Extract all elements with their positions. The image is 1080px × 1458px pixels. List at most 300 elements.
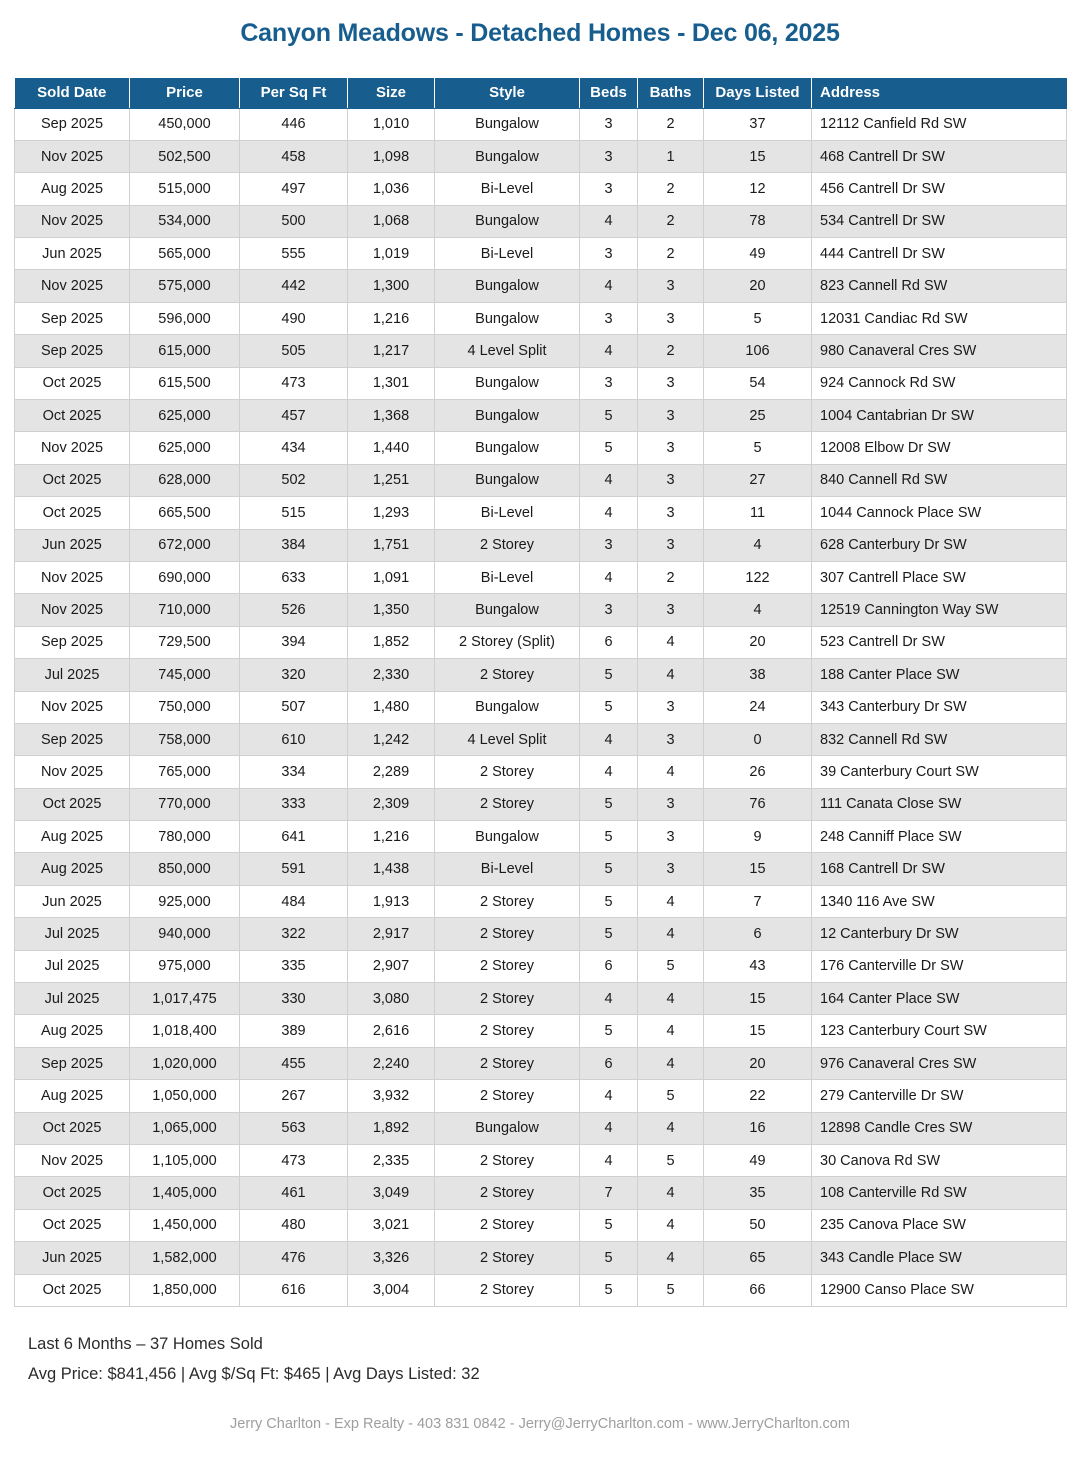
cell-baths: 3 (638, 464, 704, 496)
cell-per-sq-ft: 267 (240, 1080, 348, 1112)
cell-address: 39 Canterbury Court SW (812, 756, 1067, 788)
table-row[interactable] (15, 1080, 1067, 1112)
table-row[interactable] (15, 1112, 1067, 1144)
cell-per-sq-ft: 442 (240, 270, 348, 302)
cell-days-listed: 7 (704, 885, 812, 917)
cell-per-sq-ft: 335 (240, 950, 348, 982)
cell-address: 279 Canterville Dr SW (812, 1080, 1067, 1112)
cell-size: 1,242 (348, 723, 435, 755)
cell-price: 745,000 (130, 659, 240, 691)
table-row[interactable] (15, 1242, 1067, 1274)
cell-days-listed: 25 (704, 400, 812, 432)
cell-price: 450,000 (130, 108, 240, 140)
cell-address: 534 Cantrell Dr SW (812, 205, 1067, 237)
cell-per-sq-ft: 389 (240, 1015, 348, 1047)
cell-price: 770,000 (130, 788, 240, 820)
cell-price: 1,020,000 (130, 1047, 240, 1079)
cell-address: 924 Cannock Rd SW (812, 367, 1067, 399)
cell-address: 111 Canata Close SW (812, 788, 1067, 820)
sales-table (14, 78, 1067, 1307)
column-header-sold-date[interactable]: Sold Date (15, 78, 130, 108)
cell-days-listed: 26 (704, 756, 812, 788)
cell-days-listed: 15 (704, 853, 812, 885)
column-header-style[interactable]: Style (435, 78, 580, 108)
cell-days-listed: 5 (704, 432, 812, 464)
cell-address: 823 Cannell Rd SW (812, 270, 1067, 302)
cell-days-listed: 11 (704, 497, 812, 529)
cell-beds: 4 (580, 1112, 638, 1144)
cell-style: 2 Storey (435, 756, 580, 788)
cell-style: Bungalow (435, 140, 580, 172)
table-row[interactable] (15, 659, 1067, 691)
cell-beds: 6 (580, 626, 638, 658)
cell-size: 2,289 (348, 756, 435, 788)
cell-address: 1340 116 Ave SW (812, 885, 1067, 917)
cell-price: 515,000 (130, 173, 240, 205)
cell-beds: 4 (580, 561, 638, 593)
table-row[interactable] (15, 464, 1067, 496)
column-header-baths[interactable]: Baths (638, 78, 704, 108)
cell-days-listed: 37 (704, 108, 812, 140)
cell-days-listed: 38 (704, 659, 812, 691)
column-header-beds[interactable]: Beds (580, 78, 638, 108)
cell-sold-date: Nov 2025 (15, 756, 130, 788)
table-row[interactable] (15, 1015, 1067, 1047)
cell-style: Bungalow (435, 205, 580, 237)
cell-size: 1,068 (348, 205, 435, 237)
cell-size: 3,080 (348, 983, 435, 1015)
table-row[interactable] (15, 205, 1067, 237)
cell-days-listed: 49 (704, 238, 812, 270)
cell-style: Bungalow (435, 594, 580, 626)
cell-per-sq-ft: 610 (240, 723, 348, 755)
cell-per-sq-ft: 320 (240, 659, 348, 691)
column-header-size[interactable]: Size (348, 78, 435, 108)
cell-baths: 2 (638, 238, 704, 270)
cell-style: 4 Level Split (435, 723, 580, 755)
cell-sold-date: Jun 2025 (15, 529, 130, 561)
cell-price: 1,850,000 (130, 1274, 240, 1306)
cell-baths: 3 (638, 529, 704, 561)
cell-days-listed: 24 (704, 691, 812, 723)
cell-beds: 5 (580, 400, 638, 432)
cell-address: 343 Candle Place SW (812, 1242, 1067, 1274)
cell-baths: 5 (638, 1080, 704, 1112)
summary-homes-sold: Last 6 Months – 37 Homes Sold (28, 1334, 263, 1353)
cell-baths: 3 (638, 367, 704, 399)
cell-style: Bungalow (435, 464, 580, 496)
cell-sold-date: Sep 2025 (15, 1047, 130, 1079)
cell-baths: 4 (638, 1177, 704, 1209)
cell-address: 840 Cannell Rd SW (812, 464, 1067, 496)
cell-address: 30 Canova Rd SW (812, 1145, 1067, 1177)
cell-per-sq-ft: 461 (240, 1177, 348, 1209)
cell-style: 2 Storey (435, 1242, 580, 1274)
table-row[interactable] (15, 400, 1067, 432)
cell-baths: 3 (638, 691, 704, 723)
table-row[interactable] (15, 270, 1067, 302)
cell-days-listed: 4 (704, 594, 812, 626)
cell-beds: 4 (580, 1080, 638, 1112)
cell-sold-date: Oct 2025 (15, 400, 130, 432)
cell-sold-date: Oct 2025 (15, 1209, 130, 1241)
cell-per-sq-ft: 480 (240, 1209, 348, 1241)
cell-price: 1,050,000 (130, 1080, 240, 1112)
cell-per-sq-ft: 330 (240, 983, 348, 1015)
table-row[interactable] (15, 626, 1067, 658)
cell-style: 2 Storey (435, 1145, 580, 1177)
cell-style: 2 Storey (435, 529, 580, 561)
cell-address: 343 Canterbury Dr SW (812, 691, 1067, 723)
cell-price: 690,000 (130, 561, 240, 593)
cell-sold-date: Jun 2025 (15, 1242, 130, 1274)
cell-price: 750,000 (130, 691, 240, 723)
table-row[interactable] (15, 1177, 1067, 1209)
table-row[interactable] (15, 756, 1067, 788)
table-row[interactable] (15, 691, 1067, 723)
cell-size: 1,300 (348, 270, 435, 302)
cell-style: Bungalow (435, 367, 580, 399)
table-row[interactable] (15, 561, 1067, 593)
cell-size: 2,335 (348, 1145, 435, 1177)
cell-sold-date: Sep 2025 (15, 108, 130, 140)
cell-price: 765,000 (130, 756, 240, 788)
cell-size: 2,907 (348, 950, 435, 982)
cell-beds: 5 (580, 1209, 638, 1241)
cell-address: 188 Canter Place SW (812, 659, 1067, 691)
table-row[interactable] (15, 1209, 1067, 1241)
column-header-per-sq-ft[interactable]: Per Sq Ft (240, 78, 348, 108)
cell-sold-date: Aug 2025 (15, 821, 130, 853)
cell-size: 1,368 (348, 400, 435, 432)
cell-per-sq-ft: 633 (240, 561, 348, 593)
cell-style: Bungalow (435, 691, 580, 723)
cell-per-sq-ft: 446 (240, 108, 348, 140)
cell-price: 758,000 (130, 723, 240, 755)
cell-address: 176 Canterville Dr SW (812, 950, 1067, 982)
table-row[interactable] (15, 529, 1067, 561)
cell-sold-date: Nov 2025 (15, 691, 130, 723)
cell-beds: 3 (580, 367, 638, 399)
cell-baths: 3 (638, 432, 704, 464)
cell-beds: 5 (580, 853, 638, 885)
cell-per-sq-ft: 322 (240, 918, 348, 950)
cell-sold-date: Aug 2025 (15, 173, 130, 205)
table-row[interactable] (15, 821, 1067, 853)
cell-days-listed: 122 (704, 561, 812, 593)
table-row[interactable] (15, 367, 1067, 399)
cell-per-sq-ft: 591 (240, 853, 348, 885)
table-row[interactable] (15, 1047, 1067, 1079)
agent-credit: Jerry Charlton - Exp Realty - 403 831 0842 - Jerry@JerryCharlton.com - www.JerryCharlton.com (230, 1416, 850, 1432)
table-row[interactable] (15, 302, 1067, 334)
cell-price: 1,450,000 (130, 1209, 240, 1241)
cell-beds: 5 (580, 885, 638, 917)
cell-sold-date: Nov 2025 (15, 561, 130, 593)
cell-style: 2 Storey (435, 788, 580, 820)
cell-baths: 4 (638, 1047, 704, 1079)
cell-style: Bungalow (435, 1112, 580, 1144)
cell-beds: 3 (580, 173, 638, 205)
cell-style: 2 Storey (435, 1177, 580, 1209)
cell-beds: 5 (580, 432, 638, 464)
cell-per-sq-ft: 563 (240, 1112, 348, 1144)
cell-size: 1,480 (348, 691, 435, 723)
cell-per-sq-ft: 457 (240, 400, 348, 432)
cell-size: 1,350 (348, 594, 435, 626)
table-row[interactable] (15, 1145, 1067, 1177)
table-row[interactable] (15, 853, 1067, 885)
cell-price: 625,000 (130, 432, 240, 464)
table-row[interactable] (15, 788, 1067, 820)
cell-beds: 3 (580, 302, 638, 334)
cell-baths: 5 (638, 950, 704, 982)
cell-style: Bungalow (435, 302, 580, 334)
cell-size: 1,217 (348, 335, 435, 367)
cell-sold-date: Oct 2025 (15, 788, 130, 820)
cell-per-sq-ft: 515 (240, 497, 348, 529)
cell-beds: 3 (580, 140, 638, 172)
cell-address: 980 Canaveral Cres SW (812, 335, 1067, 367)
table-row[interactable] (15, 918, 1067, 950)
cell-beds: 5 (580, 918, 638, 950)
cell-price: 710,000 (130, 594, 240, 626)
page-title: Canyon Meadows - Detached Homes - Dec 06, 2025 (240, 19, 840, 47)
cell-price: 729,500 (130, 626, 240, 658)
cell-days-listed: 15 (704, 1015, 812, 1047)
cell-address: 12519 Cannington Way SW (812, 594, 1067, 626)
cell-sold-date: Sep 2025 (15, 626, 130, 658)
cell-beds: 4 (580, 756, 638, 788)
cell-baths: 3 (638, 594, 704, 626)
cell-days-listed: 0 (704, 723, 812, 755)
cell-per-sq-ft: 507 (240, 691, 348, 723)
cell-baths: 4 (638, 659, 704, 691)
cell-days-listed: 15 (704, 983, 812, 1015)
cell-per-sq-ft: 497 (240, 173, 348, 205)
cell-per-sq-ft: 333 (240, 788, 348, 820)
cell-size: 2,917 (348, 918, 435, 950)
cell-price: 628,000 (130, 464, 240, 496)
cell-sold-date: Jul 2025 (15, 918, 130, 950)
table-row[interactable] (15, 1274, 1067, 1306)
column-header-address[interactable]: Address (812, 78, 1067, 108)
cell-sold-date: Nov 2025 (15, 1145, 130, 1177)
cell-baths: 3 (638, 853, 704, 885)
cell-size: 1,440 (348, 432, 435, 464)
summary-block (28, 1329, 1080, 1389)
cell-beds: 5 (580, 659, 638, 691)
cell-style: 2 Storey (435, 885, 580, 917)
cell-per-sq-ft: 334 (240, 756, 348, 788)
cell-address: 12900 Canso Place SW (812, 1274, 1067, 1306)
cell-price: 615,000 (130, 335, 240, 367)
cell-beds: 5 (580, 1274, 638, 1306)
cell-address: 628 Canterbury Dr SW (812, 529, 1067, 561)
cell-price: 596,000 (130, 302, 240, 334)
cell-price: 1,105,000 (130, 1145, 240, 1177)
cell-baths: 5 (638, 1274, 704, 1306)
cell-days-listed: 54 (704, 367, 812, 399)
table-header (15, 78, 1067, 108)
cell-days-listed: 65 (704, 1242, 812, 1274)
cell-size: 2,330 (348, 659, 435, 691)
cell-beds: 4 (580, 1145, 638, 1177)
column-header-days-listed[interactable]: Days Listed (704, 78, 812, 108)
cell-days-listed: 43 (704, 950, 812, 982)
cell-days-listed: 20 (704, 1047, 812, 1079)
cell-price: 665,500 (130, 497, 240, 529)
cell-price: 780,000 (130, 821, 240, 853)
column-header-price[interactable]: Price (130, 78, 240, 108)
cell-address: 12031 Candiac Rd SW (812, 302, 1067, 334)
cell-baths: 4 (638, 1242, 704, 1274)
cell-baths: 3 (638, 821, 704, 853)
cell-sold-date: Aug 2025 (15, 1080, 130, 1112)
cell-baths: 2 (638, 205, 704, 237)
cell-style: 2 Storey (435, 1047, 580, 1079)
cell-address: 164 Canter Place SW (812, 983, 1067, 1015)
cell-price: 940,000 (130, 918, 240, 950)
cell-baths: 4 (638, 1209, 704, 1241)
cell-address: 523 Cantrell Dr SW (812, 626, 1067, 658)
cell-days-listed: 66 (704, 1274, 812, 1306)
cell-baths: 1 (638, 140, 704, 172)
cell-sold-date: Nov 2025 (15, 594, 130, 626)
cell-price: 565,000 (130, 238, 240, 270)
cell-days-listed: 16 (704, 1112, 812, 1144)
cell-days-listed: 5 (704, 302, 812, 334)
cell-size: 3,004 (348, 1274, 435, 1306)
cell-size: 1,098 (348, 140, 435, 172)
cell-style: Bungalow (435, 270, 580, 302)
cell-beds: 3 (580, 238, 638, 270)
cell-baths: 5 (638, 1145, 704, 1177)
summary-averages: Avg Price: $841,456 | Avg $/Sq Ft: $465 | Avg Days Listed: 32 (28, 1364, 480, 1383)
cell-beds: 4 (580, 335, 638, 367)
cell-sold-date: Aug 2025 (15, 1015, 130, 1047)
cell-size: 3,932 (348, 1080, 435, 1112)
cell-style: Bi-Level (435, 173, 580, 205)
cell-style: Bungalow (435, 108, 580, 140)
cell-baths: 2 (638, 561, 704, 593)
cell-sold-date: Jun 2025 (15, 238, 130, 270)
cell-beds: 4 (580, 497, 638, 529)
table-row[interactable] (15, 983, 1067, 1015)
cell-days-listed: 12 (704, 173, 812, 205)
cell-address: 832 Cannell Rd SW (812, 723, 1067, 755)
table-row[interactable] (15, 950, 1067, 982)
cell-address: 108 Canterville Rd SW (812, 1177, 1067, 1209)
cell-sold-date: Nov 2025 (15, 140, 130, 172)
cell-baths: 3 (638, 302, 704, 334)
cell-baths: 3 (638, 400, 704, 432)
cell-per-sq-ft: 476 (240, 1242, 348, 1274)
cell-style: Bungalow (435, 821, 580, 853)
cell-baths: 4 (638, 626, 704, 658)
cell-style: 2 Storey (Split) (435, 626, 580, 658)
table-row[interactable] (15, 108, 1067, 140)
cell-price: 625,000 (130, 400, 240, 432)
cell-address: 444 Cantrell Dr SW (812, 238, 1067, 270)
table-header-row (15, 78, 1067, 108)
cell-beds: 7 (580, 1177, 638, 1209)
cell-size: 1,301 (348, 367, 435, 399)
cell-days-listed: 78 (704, 205, 812, 237)
cell-price: 1,582,000 (130, 1242, 240, 1274)
cell-per-sq-ft: 473 (240, 1145, 348, 1177)
table-row[interactable] (15, 173, 1067, 205)
table-row[interactable] (15, 432, 1067, 464)
cell-sold-date: Jul 2025 (15, 983, 130, 1015)
cell-size: 1,216 (348, 821, 435, 853)
cell-address: 12 Canterbury Dr SW (812, 918, 1067, 950)
table-row[interactable] (15, 594, 1067, 626)
cell-days-listed: 49 (704, 1145, 812, 1177)
cell-size: 3,049 (348, 1177, 435, 1209)
cell-days-listed: 20 (704, 626, 812, 658)
cell-price: 1,065,000 (130, 1112, 240, 1144)
cell-price: 534,000 (130, 205, 240, 237)
table-row[interactable] (15, 335, 1067, 367)
cell-price: 672,000 (130, 529, 240, 561)
cell-beds: 4 (580, 464, 638, 496)
cell-days-listed: 106 (704, 335, 812, 367)
table-row[interactable] (15, 140, 1067, 172)
cell-beds: 4 (580, 983, 638, 1015)
table-body (15, 108, 1067, 1306)
cell-price: 975,000 (130, 950, 240, 982)
table-row[interactable] (15, 497, 1067, 529)
cell-style: 2 Storey (435, 950, 580, 982)
cell-per-sq-ft: 490 (240, 302, 348, 334)
cell-sold-date: Jul 2025 (15, 659, 130, 691)
cell-beds: 3 (580, 594, 638, 626)
table-row[interactable] (15, 723, 1067, 755)
cell-days-listed: 20 (704, 270, 812, 302)
cell-price: 502,500 (130, 140, 240, 172)
cell-address: 456 Cantrell Dr SW (812, 173, 1067, 205)
table-row[interactable] (15, 885, 1067, 917)
cell-days-listed: 4 (704, 529, 812, 561)
cell-beds: 5 (580, 1242, 638, 1274)
cell-address: 976 Canaveral Cres SW (812, 1047, 1067, 1079)
cell-size: 1,251 (348, 464, 435, 496)
table-row[interactable] (15, 238, 1067, 270)
cell-address: 12898 Candle Cres SW (812, 1112, 1067, 1144)
cell-address: 235 Canova Place SW (812, 1209, 1067, 1241)
cell-style: 2 Storey (435, 918, 580, 950)
cell-per-sq-ft: 455 (240, 1047, 348, 1079)
cell-style: 2 Storey (435, 1015, 580, 1047)
cell-sold-date: Aug 2025 (15, 853, 130, 885)
cell-sold-date: Oct 2025 (15, 1274, 130, 1306)
cell-price: 1,018,400 (130, 1015, 240, 1047)
cell-price: 925,000 (130, 885, 240, 917)
cell-per-sq-ft: 641 (240, 821, 348, 853)
cell-size: 1,019 (348, 238, 435, 270)
cell-address: 1044 Cannock Place SW (812, 497, 1067, 529)
cell-sold-date: Sep 2025 (15, 302, 130, 334)
cell-size: 1,036 (348, 173, 435, 205)
cell-per-sq-ft: 616 (240, 1274, 348, 1306)
cell-per-sq-ft: 484 (240, 885, 348, 917)
cell-style: Bi-Level (435, 853, 580, 885)
cell-beds: 6 (580, 1047, 638, 1079)
cell-address: 123 Canterbury Court SW (812, 1015, 1067, 1047)
cell-beds: 3 (580, 108, 638, 140)
cell-size: 2,240 (348, 1047, 435, 1079)
